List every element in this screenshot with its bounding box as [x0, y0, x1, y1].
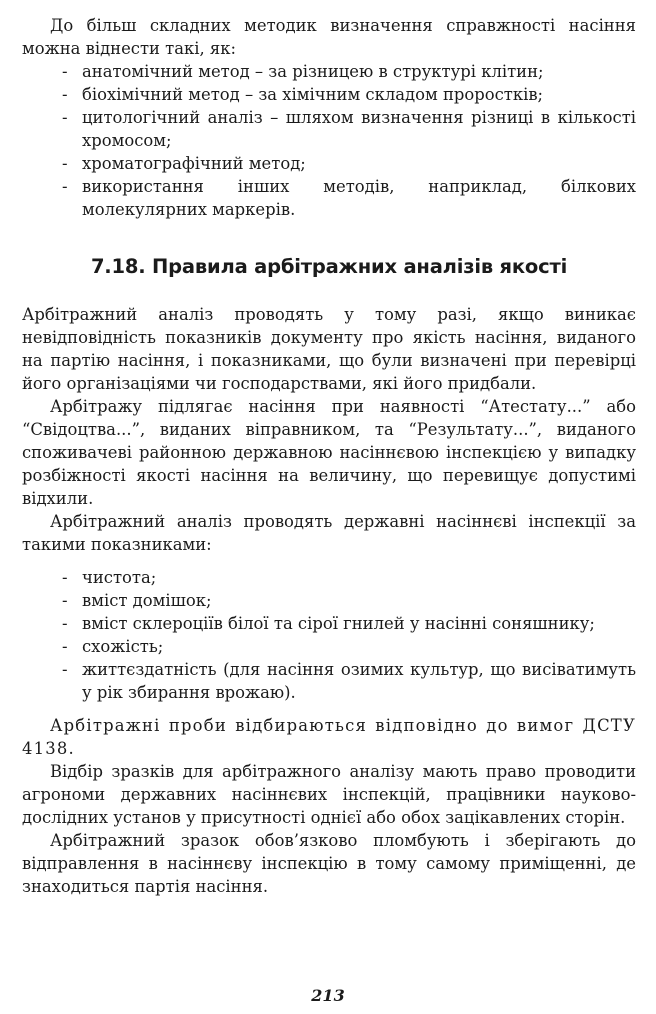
list-item: - використання інших методів, наприклад, білкових молекулярних маркерів. [62, 175, 636, 221]
list-item: - цитологічний аналіз – шляхом визначення різниці в кількості хромосом; [62, 106, 636, 152]
intro-paragraph: До більш складних методик визначення справжності насіння можна віднести такі, як: [22, 16, 636, 58]
paragraph: Арбітражу підлягає насіння при наявності “Атестату...” або “Свідоцтва...”, виданих віправником, та “Результату...”, виданого споживачеві районною державною насіннєвою інспекцією у випадку розбіжності якості насіння на величину, що перевищує допустимі відхили. [22, 397, 636, 508]
list-item: - схожість; [62, 635, 636, 658]
list-item: - вміст склероціїв білої та сірої гнилей у насінні соняшнику; [62, 612, 636, 635]
list-item: - життєздатність (для насіння озимих культур, що висіватимуть у рік збирання врожаю). [62, 658, 636, 704]
section-heading: 7.18. Правила арбітражних аналізів якості [90, 255, 568, 278]
spacer [22, 704, 636, 714]
paragraph: Арбітражний аналіз проводять у тому разі, якщо виникає невідповідність показників документу про якість насіння, виданого на партію насіння, і показниками, що були визначені при перевірці його організаціями чи господарствами, які його придбали. [22, 305, 636, 393]
methods-list [22, 60, 636, 221]
list-item: - вміст домішок; [62, 589, 636, 612]
page-number: 213 [311, 986, 345, 1005]
paragraph: Відбір зразків для арбітражного аналізу мають право проводити агрономи державних насіннєвих інспекцій, працівники науково-дослідних установ у присутності однієї або обох зацікавлених сторін. [22, 762, 636, 827]
indicators-list [22, 566, 636, 704]
list-item: - чистота; [62, 566, 636, 589]
paragraph: Арбітражний аналіз проводять державні насіннєві інспекції за такими показниками: [22, 512, 636, 554]
list-item: - біохімічний метод – за хімічним складом проростків; [62, 83, 636, 106]
paragraph: Арбітражний зразок обов’язково пломбують і зберігають до відправлення в насіннєву інспекцію в тому самому приміщенні, де знаходиться партія насіння. [22, 831, 636, 896]
spacer [22, 556, 636, 566]
paragraph: Арбітражні проби відбираються відповідно до вимог ДСТУ 4138. [22, 716, 636, 758]
list-item: - хроматографічний метод; [62, 152, 636, 175]
list-item: - анатомічний метод – за різницею в структурі клітин; [62, 60, 636, 83]
